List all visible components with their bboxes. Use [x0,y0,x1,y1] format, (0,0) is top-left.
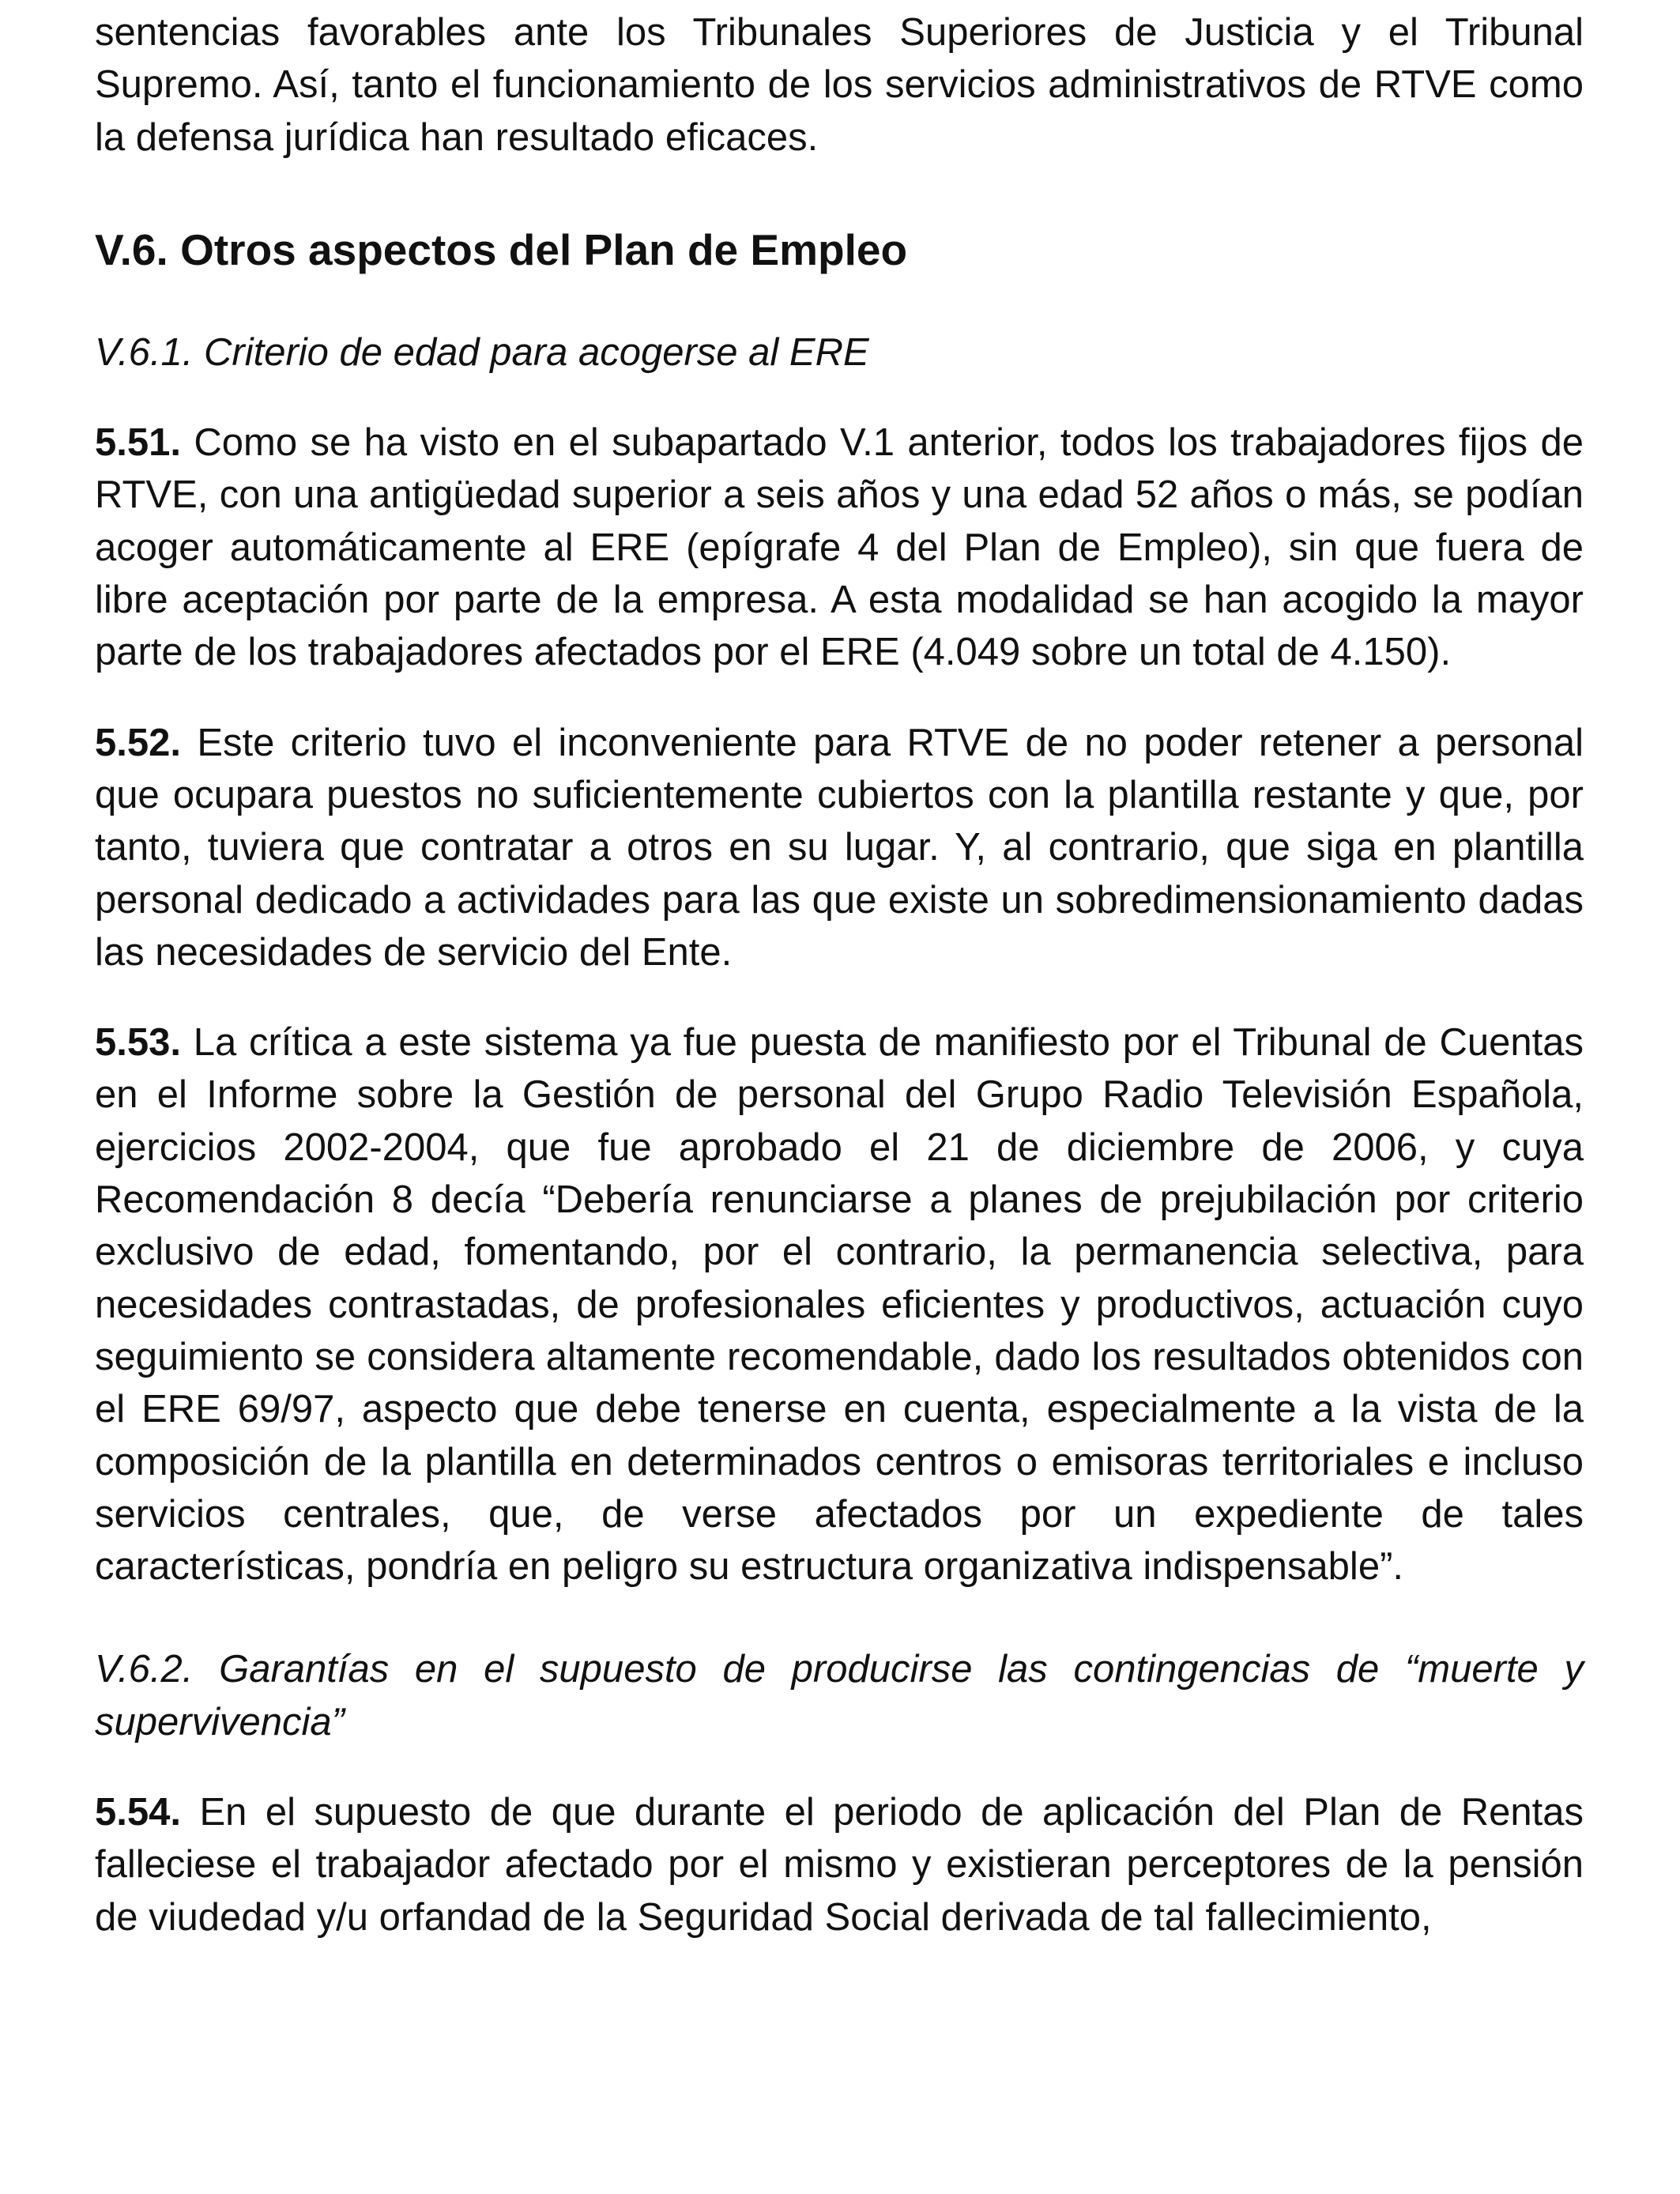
paragraph-text: En el supuesto de que durante el periodo de aplicación del Plan de Rentas falleciese el trabajador afectado por el mismo y existieran perceptores de la pensión de viudedad y/u orfandad de la Seguridad Social derivada de tal fallecimiento, [95,1791,1584,1939]
paragraph-text: Este criterio tuvo el inconveniente para RTVE de no poder retener a personal que ocupara puestos no suficientemente cubiertos con la plantilla restante y que, por tanto, tuviera que contratar a otros en su lugar. Y, al contrario, que siga en plantilla personal dedicado a actividades para las que existe un sobredimensionamiento dadas las necesidades de servicio del Ente. [95,721,1584,974]
subsection-heading-2: V.6.2. Garantías en el supuesto de producirse las contingencias de “muerte y supervivencia” [95,1648,1584,1744]
paragraph-number: 5.51. [95,421,181,465]
paragraph-number: 5.54. [95,1791,181,1834]
paragraph-5-52 [95,717,1584,978]
paragraph-5-54 [95,1786,1584,1943]
paragraph-text: Como se ha visto en el subapartado V.1 anterior, todos los trabajadores fijos de RTVE, con una antigüedad superior a seis años y una edad 52 años o más, se podían acoger automáticamente al ERE (epígrafe 4 del Plan de Empleo), sin que fuera de libre aceptación por parte de la empresa. A esta modalidad se han acogido la mayor parte de los trabajadores afectados por el ERE (4.049 sobre un total de 4.150). [95,421,1584,674]
paragraph-number: 5.52. [95,721,181,764]
section-heading: V.6. Otros aspectos del Plan de Empleo [95,224,908,274]
paragraph-number: 5.53. [95,1021,181,1065]
paragraph-5-51 [95,417,1584,678]
paragraph-5-53 [95,1016,1584,1593]
subsection-heading-1: V.6.1. Criterio de edad para acogerse al ERE [95,330,869,374]
paragraph-text: La crítica a este sistema ya fue puesta de manifiesto por el Tribunal de Cuentas en el Informe sobre la Gestión de personal del Grupo Radio Televisión Española, ejercicios 2002-2004, que fue aprobado el 21 de diciembre de 2006, y cuya Recomendación 8 decía “Debería renunciarse a planes de prejubilación por criterio exclusivo de edad, fomentando, por el contrario, la permanencia selectiva, para necesidades contrastadas, de profesionales eficientes y productivos, actuación cuyo seguimiento se considera altamente recomendable, dado los resultados obtenidos con el ERE 69/97, aspecto que debe tenerse en cuenta, especialmente a la vista de la composición de la plantilla en determinados centros o emisoras territoriales e incluso servicios centrales, que, de verse afectados por un expediente de tales características, pondría en peligro su estructura organizativa indispensable”. [95,1021,1584,1589]
intro-paragraph: sentencias favorables ante los Tribunales Superiores de Justicia y el Tribunal Supremo. Así, tanto el funcionamiento de los servicios administrativos de RTVE como la defensa jurídica han resultado eficaces. [95,11,1584,159]
document-page [95,0,1584,1943]
